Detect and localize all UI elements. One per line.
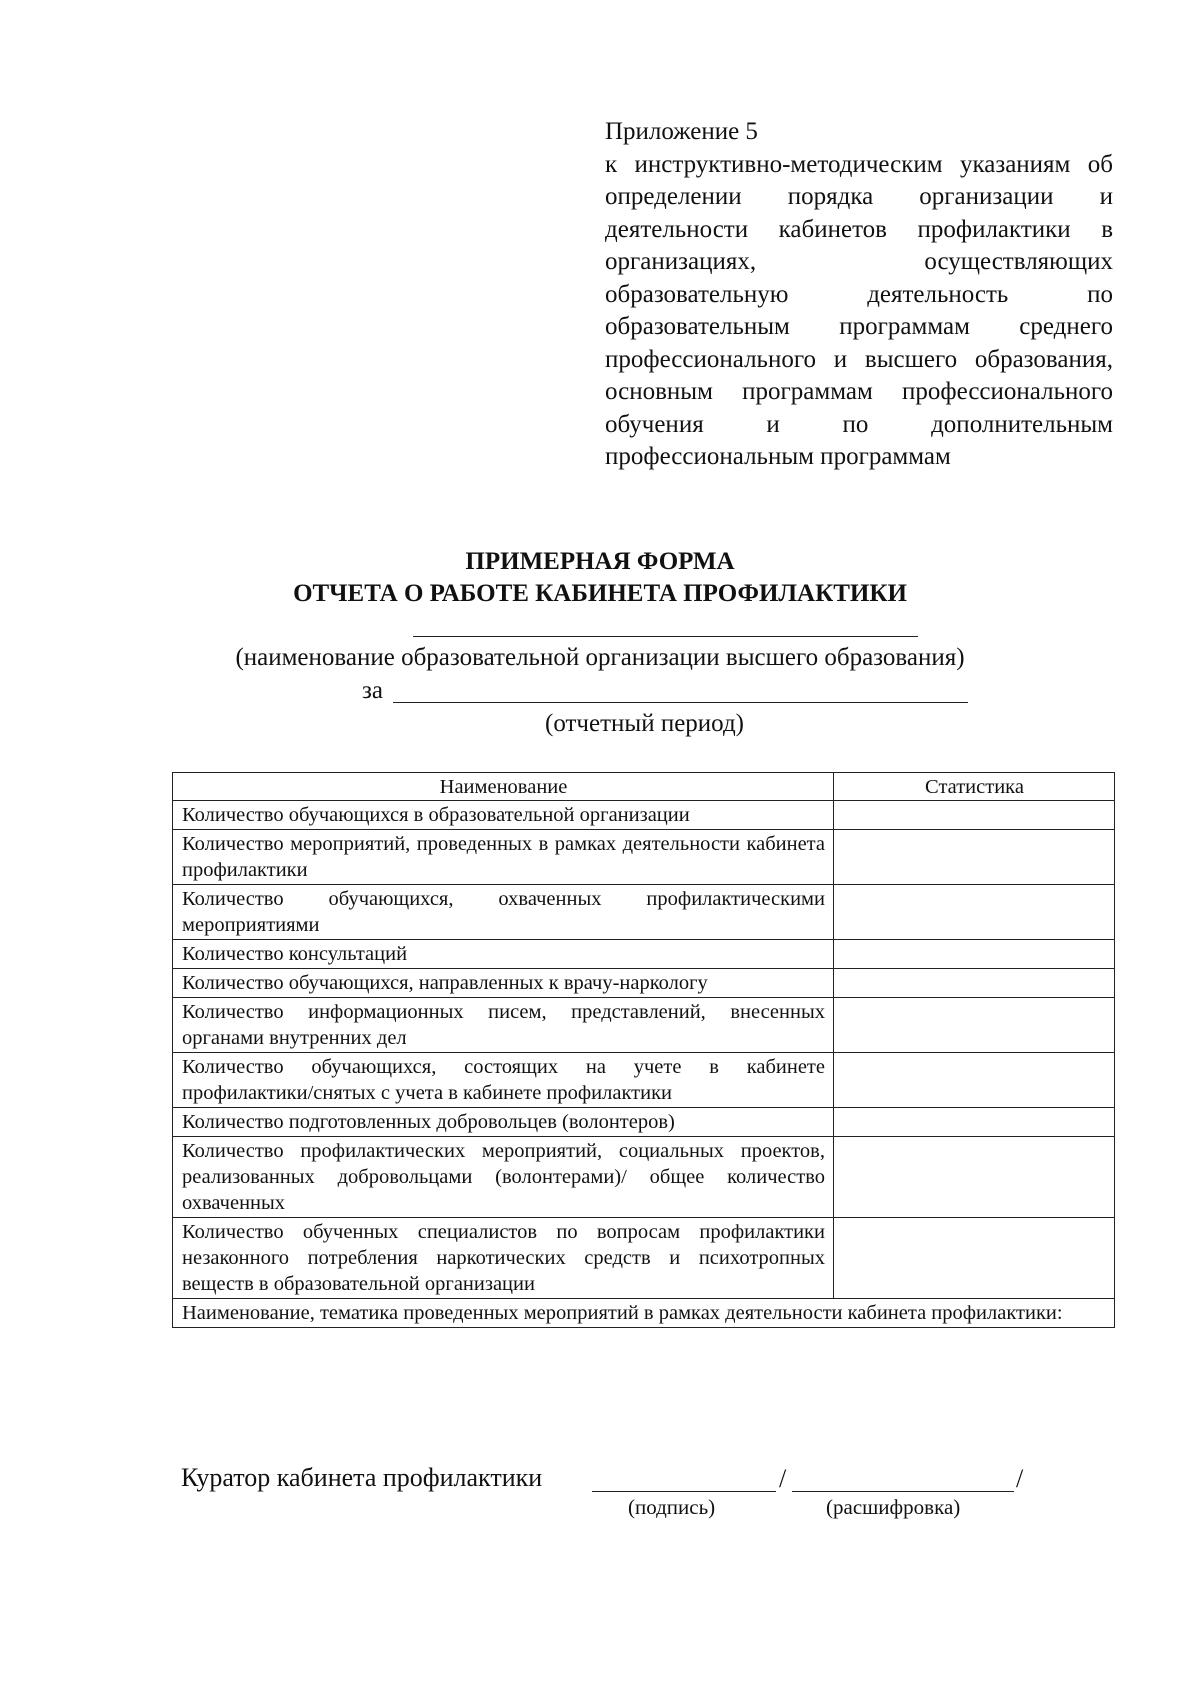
appendix-text: к инструктивно-методическим указаниям об определении порядка организации и деятельности кабинетов профилактики в организациях, осуществляющих образовательную деятельность по образовательным программам среднего профессионального и высшего образования, основным программам профессионального обучения и по дополнительным профессиональным программам bbox=[605, 150, 1113, 470]
table-row bbox=[173, 940, 1115, 969]
row-label: Количество консультаций bbox=[173, 940, 834, 969]
table-row bbox=[173, 885, 1115, 940]
report-table bbox=[172, 772, 1115, 1328]
statistics-cell[interactable] bbox=[834, 969, 1115, 998]
table-row bbox=[173, 1108, 1115, 1137]
header-name: Наименование bbox=[173, 773, 834, 801]
row-label: Количество подготовленных добровольцев (волонтеров) bbox=[173, 1108, 834, 1137]
table-header-row bbox=[173, 773, 1115, 801]
decoding-caption: (расшифровка) bbox=[826, 1495, 961, 1519]
row-label: Количество мероприятий, проведенных в рамках деятельности кабинета профилактики bbox=[173, 830, 834, 885]
row-label: Количество обучающихся, состоящих на учете в кабинете профилактики/снятых с учета в кабинете профилактики bbox=[173, 1053, 834, 1108]
statistics-cell[interactable] bbox=[834, 885, 1115, 940]
table-row bbox=[173, 998, 1115, 1053]
form-title-line1: ПРИМЕРНАЯ ФОРМА bbox=[465, 548, 735, 575]
appendix-number: Приложение 5 bbox=[605, 118, 758, 145]
statistics-cell[interactable] bbox=[834, 1108, 1115, 1137]
statistics-cell[interactable] bbox=[834, 998, 1115, 1053]
row-label: Количество информационных писем, представлений, внесенных органами внутренних дел bbox=[173, 998, 834, 1053]
row-label: Количество профилактических мероприятий, социальных проектов, реализованных добровольцами (волонтерами)/ общее количество охваченных bbox=[173, 1137, 834, 1218]
signature-caption: (подпись) bbox=[628, 1495, 716, 1519]
statistics-cell[interactable] bbox=[834, 801, 1115, 830]
decoding-blank[interactable] bbox=[792, 1491, 1014, 1492]
statistics-cell[interactable] bbox=[834, 940, 1115, 969]
table-row bbox=[173, 1218, 1115, 1299]
table-row bbox=[173, 830, 1115, 885]
statistics-cell[interactable] bbox=[834, 1053, 1115, 1108]
table-row bbox=[173, 1053, 1115, 1108]
table-row-events bbox=[173, 1299, 1115, 1328]
events-description-cell[interactable]: Наименование, тематика проведенных мероприятий в рамках деятельности кабинета профилактики: bbox=[173, 1299, 1115, 1328]
reporting-period-blank[interactable] bbox=[393, 702, 968, 703]
period-prefix: за bbox=[362, 677, 383, 704]
signature-blank[interactable] bbox=[592, 1491, 776, 1492]
row-label: Количество обучающихся, направленных к врачу-наркологу bbox=[173, 969, 834, 998]
table-row bbox=[173, 969, 1115, 998]
period-caption: (отчетный период) bbox=[545, 710, 744, 737]
organization-name-blank[interactable] bbox=[413, 636, 918, 637]
header-statistics: Статистика bbox=[834, 773, 1115, 801]
statistics-cell[interactable] bbox=[834, 1137, 1115, 1218]
table-row bbox=[173, 1137, 1115, 1218]
organization-caption: (наименование образовательной организации высшего образования) bbox=[235, 644, 965, 671]
appendix-block bbox=[605, 116, 1113, 474]
row-label: Количество обучающихся в образовательной организации bbox=[173, 801, 834, 830]
decoding-end-separator: / bbox=[1016, 1464, 1024, 1493]
signature-separator: / bbox=[779, 1464, 787, 1493]
row-label: Количество обученных специалистов по вопросам профилактики незаконного потребления наркотических средств и психотропных веществ в образовательной организации bbox=[173, 1218, 834, 1299]
statistics-cell[interactable] bbox=[834, 1218, 1115, 1299]
statistics-cell[interactable] bbox=[834, 830, 1115, 885]
row-label: Количество обучающихся, охваченных профилактическими мероприятиями bbox=[173, 885, 834, 940]
curator-label: Куратор кабинета профилактики bbox=[181, 1463, 543, 1492]
table-row bbox=[173, 801, 1115, 830]
form-title-line2: ОТЧЕТА О РАБОТЕ КАБИНЕТА ПРОФИЛАКТИКИ bbox=[293, 580, 907, 607]
